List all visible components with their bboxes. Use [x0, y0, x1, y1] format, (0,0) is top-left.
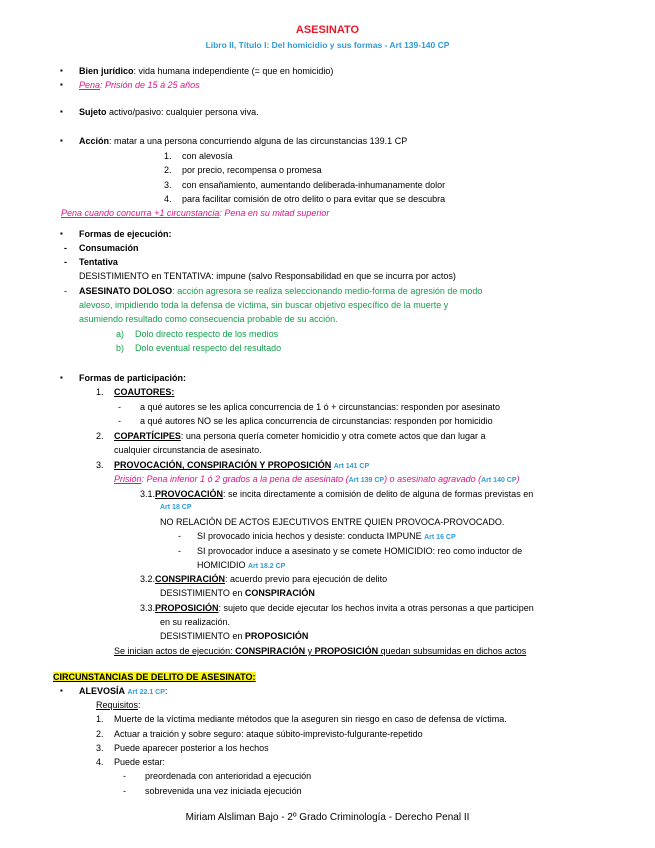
coautores-label: COAUTORES:: [114, 387, 175, 397]
subitem-text: SI provocador induce a asesinato y se comete HOMICIDIO: reo como inductor de: [197, 546, 523, 556]
accion-item: [164, 164, 322, 176]
subitem-text: a qué autores se les aplica concurrencia de 1 ó + circunstancias: responden por asesinato: [140, 402, 500, 412]
subsuncion-summary: [114, 645, 526, 657]
coparticipes-item: [96, 430, 486, 442]
provocacion-text: : se incita directamente a comisión de delito de alguna de formas previstas en: [223, 489, 534, 499]
item-num: 2.: [96, 729, 104, 739]
item-num: 3.1.: [140, 489, 156, 499]
requisito-item: [96, 713, 507, 725]
provocacion-group-label: PROVOCACIÓN, CONSPIRACIÓN Y PROPOSICIÓN: [114, 460, 332, 470]
item-num: 4.: [164, 194, 172, 204]
conspiracion-label: CONSPIRACIÓN: [155, 574, 226, 584]
prision-text: ) o asesinato agravado (: [384, 474, 482, 484]
item-num: 2.: [96, 431, 104, 441]
pena-note-label: Pena cuando concurra +1 circunstancia: [61, 208, 220, 218]
provocacion-note: NO RELACIÓN DE ACTOS EJECUTIVOS ENTRE QUIEN PROVOCA-PROVOCADO.: [160, 517, 505, 527]
alevosia-item: ▪ ALEVOSÍA Art 22.1 CP:: [79, 685, 167, 699]
item-text: Puede estar:: [114, 757, 166, 767]
article-ref: Art 18 CP: [160, 504, 192, 511]
summary-text: quedan subsumidas en dichos actos: [378, 646, 527, 656]
pena-label: Pena: [79, 80, 101, 90]
item-text: por precio, recompensa o promesa: [182, 165, 322, 175]
estar-subitem: - sobrevenida una vez iniciada ejecución: [123, 786, 302, 796]
page-subtitle: Libro II, Título I: Del homicidio y sus formas - Art 139-140 CP: [205, 40, 450, 50]
item-num: 3.: [96, 460, 104, 470]
item-text: Puede aparecer posterior a los hechos: [114, 743, 269, 753]
bien-juridico-label: Bien jurídico: [79, 66, 134, 76]
article-ref: Art 18.2 CP: [248, 563, 286, 570]
estar-subitem: - preordenada con anterioridad a ejecución: [123, 771, 312, 781]
consumacion-label: Consumación: [79, 243, 139, 253]
requisitos-label: Requisitos:: [96, 700, 141, 710]
article-ref: Art 140 CP: [481, 477, 517, 484]
desist-label: PROPOSICIÓN: [244, 631, 309, 641]
bien-juridico-line: [79, 65, 333, 77]
dolo-text: Dolo eventual respecto del resultado: [135, 343, 282, 353]
doloso-text: : acción agresora se realiza seleccionando medio-forma de agresión de modo: [172, 286, 483, 296]
proposicion-desistimiento: [160, 630, 308, 642]
conspiracion-text: : acuerdo previo para ejecución de delito: [225, 574, 388, 584]
accion-line: [79, 135, 407, 147]
provocacion-label: PROVOCACIÓN: [155, 489, 224, 499]
article-ref: Art 22.1 CP: [127, 689, 165, 696]
requisito-item: [96, 742, 269, 754]
desist-prefix: DESISTIMIENTO en: [160, 588, 245, 598]
summary-text: y: [305, 646, 315, 656]
item-num: 1.: [96, 714, 104, 724]
sujeto-label: Sujeto: [79, 107, 107, 117]
proposicion-item: [140, 602, 534, 614]
requisitos-text: Requisitos: [96, 700, 139, 710]
item-num: 1.: [164, 151, 172, 161]
item-num: 4.: [96, 757, 104, 767]
article-ref: Art 141 CP: [333, 463, 370, 470]
accion-text: : matar a una persona concurriendo alguna de las circunstancias 139.1 CP: [109, 136, 408, 146]
coparticipes-text: cualquier circunstancia de asesinato.: [114, 445, 262, 455]
tentativa-label: Tentativa: [79, 257, 118, 267]
circunstancias-heading: [53, 671, 256, 683]
subitem-text: sobrevenida una vez iniciada ejecución: [145, 786, 302, 796]
provocacion-subitem-cont: [197, 559, 285, 573]
prision-label: Prisión: [114, 474, 142, 484]
tentativa-item: - Tentativa: [64, 257, 118, 267]
provocacion-subitem: - SI provocador induce a asesinato y se comete HOMICIDIO: reo como inductor de: [178, 546, 523, 556]
desistimiento-tentativa: DESISTIMIENTO en TENTATIVA: impune (salvo Responsabilidad en que se incurra por actos): [79, 271, 456, 281]
doloso-text: asumiendo resultado como consecuencia probable de su acción.: [79, 314, 338, 324]
dolo-item: [116, 342, 282, 354]
pena-text: : Prisión de 15 á 25 años: [100, 80, 200, 90]
summary-text: CONSPIRACIÓN: [235, 646, 306, 656]
desist-label: CONSPIRACIÓN: [244, 588, 315, 598]
subitem-text: SI provocado inicia hechos y desiste: conducta IMPUNE: [197, 531, 425, 541]
coautores-item: [96, 386, 175, 398]
provocacion-group-item: [96, 459, 370, 471]
doloso-text: alevoso, impidiendo toda la defensa de víctima, sin buscar objetivo específico de la muerte y: [79, 300, 449, 310]
formas-ejecucion-heading: ▪ Formas de ejecución:: [79, 228, 172, 240]
item-text: Muerte de la víctima mediante métodos que la aseguren sin riesgo en caso de defensa de víctima.: [114, 714, 507, 724]
item-text: Actuar a traición y sobre seguro: ataque súbito-imprevisto-fulgurante-repetido: [114, 729, 423, 739]
item-num: 3.2.: [140, 574, 156, 584]
subitem-text: preordenada con anterioridad a ejecución: [145, 771, 312, 781]
heading-text: CIRCUNSTANCIAS DE DELITO DE ASESINATO:: [53, 672, 256, 682]
pena-mitad-note: [61, 207, 329, 219]
page-footer: Miriam Alsliman Bajo - 2º Grado Criminología - Derecho Penal II: [185, 812, 470, 823]
asesinato-doloso-item: - ASESINATO DOLOSO: acción agresora se realiza seleccionando medio-forma de agresión de modo: [64, 286, 483, 296]
summary-text: Se inician actos de ejecución:: [114, 646, 236, 656]
requisito-item: [96, 756, 166, 768]
article-ref: Art 16 CP: [424, 534, 456, 541]
accion-item: [164, 150, 233, 162]
page-title: ASESINATO: [295, 24, 360, 36]
prision-text: ): [516, 474, 520, 484]
item-text: con alevosía: [182, 151, 233, 161]
requisito-item: [96, 728, 423, 740]
conspiracion-desistimiento: [160, 587, 315, 599]
coparticipes-text: : una persona quería cometer homicidio y otra comete actos que dan lugar a: [180, 431, 486, 441]
item-num: 1.: [96, 387, 104, 397]
conspiracion-item: [140, 573, 387, 585]
bien-juridico-text: : vida humana independiente (= que en homicidio): [133, 66, 334, 76]
summary-text: PROPOSICIÓN: [314, 646, 379, 656]
dolo-num: b): [116, 343, 125, 353]
pena-line: [79, 79, 200, 91]
provocacion-item: [140, 488, 533, 500]
dolo-item: [116, 328, 279, 340]
proposicion-label: PROPOSICIÓN: [155, 603, 219, 613]
subitem-text: a qué autores NO se les aplica concurrencia de circunstancias: responden por homicidio: [140, 416, 493, 426]
dolo-text: Dolo directo respecto de los medios: [135, 329, 279, 339]
coautores-subitem: - a qué autores se les aplica concurrencia de 1 ó + circunstancias: responden por asesinato: [118, 402, 500, 412]
proposicion-text: : sujeto que decide ejecutar los hechos invita a otras personas a que participen: [218, 603, 534, 613]
subitem-text: HOMICIDIO: [197, 560, 248, 570]
accion-item: [164, 179, 446, 191]
proposicion-text-cont: en su realización.: [160, 617, 231, 627]
item-num: 2.: [164, 165, 172, 175]
pena-note-text: : Pena en su mitad superior: [219, 208, 330, 218]
coautores-subitem: - a qué autores NO se les aplica concurrencia de circunstancias: responden por homicidio: [118, 416, 493, 426]
consumacion-item: - Consumación: [64, 243, 139, 253]
item-text: para facilitar comisión de otro delito o para evitar que se descubra: [182, 194, 446, 204]
prision-text: : Pena inferior 1 ó 2 grados a la pena de asesinato (: [141, 474, 349, 484]
article-ref: Art 139 CP: [348, 477, 385, 484]
prision-line: [114, 473, 520, 487]
sujeto-line: [79, 106, 259, 118]
accion-label: Acción: [79, 136, 110, 146]
sujeto-text: activo/pasivo: cualquier persona viva.: [106, 107, 259, 117]
item-text: con ensañamiento, aumentando deliberada-inhumanamente dolor: [182, 180, 446, 190]
doloso-label: ASESINATO DOLOSO: [79, 286, 173, 296]
item-num: 3.: [96, 743, 104, 753]
item-num: 3.3.: [140, 603, 156, 613]
provocacion-subitem: - SI provocado inicia hechos y desiste: conducta IMPUNE Art 16 CP: [178, 531, 456, 541]
formas-participacion-heading: ▪ Formas de participación:: [79, 372, 186, 384]
alevosia-label: ALEVOSÍA: [79, 686, 126, 696]
dolo-num: a): [116, 329, 125, 339]
desist-prefix: DESISTIMIENTO en: [160, 631, 245, 641]
item-num: 3.: [164, 180, 172, 190]
coparticipes-label: COPARTÍCIPES: [114, 431, 181, 441]
accion-item: [164, 193, 446, 205]
